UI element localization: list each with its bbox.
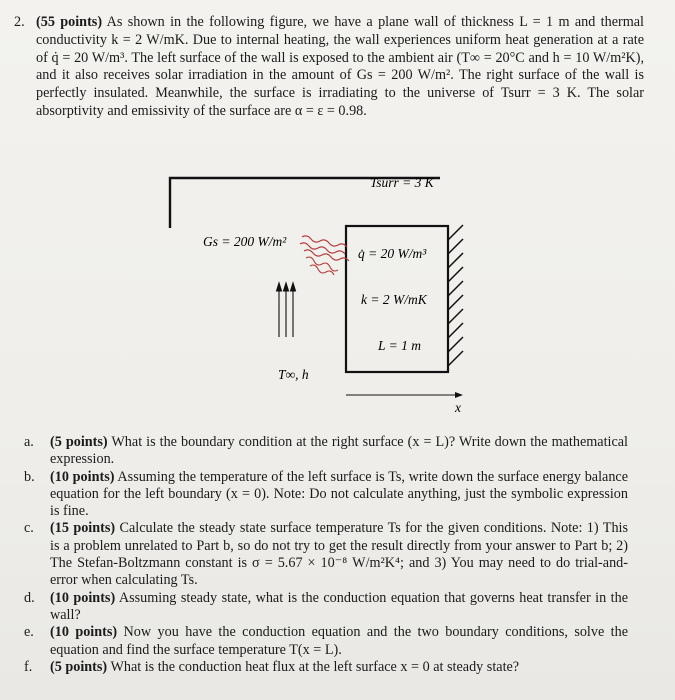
question-text: Assuming steady state, what is the conduction equation that governs heat transfer in the wall? (50, 589, 629, 623)
problem-line-4: ambient air (T∞ = 20°C and h = 10 W/m²K), and it also receives solar irradiation in the amount (36, 49, 645, 84)
question-points: (10 points) (50, 589, 116, 606)
problem-number: 2. (14, 14, 25, 30)
problem-line-1: As shown in the following figure, we have a plane wall of thickness L = 1 m and (106, 14, 596, 30)
question-text: Calculate the steady state surface temperature Ts for the given conditions. Note: 1) This is a problem unrelated to Part b, so do not try to get the result directly from your answer to Part b; 2) The Stefan-Boltzmann constant is σ = 5.67 × 10⁻⁸ W/m²K⁴; and 3) You may need to do trial-and-error when calculating Ts. (50, 520, 628, 589)
question-text: What is the conduction heat flux at the left surface x = 0 at steady state? (110, 658, 520, 675)
tsurr-label: Tsurr = 3 K (370, 175, 434, 190)
x-axis-label: x (455, 400, 461, 415)
tinf-label: T∞, h (278, 367, 309, 382)
question-text: What is the boundary condition at the right surface (x = L)? Write down the mathematical expression. (50, 434, 628, 468)
problem-line-6: is irradiating to the universe of Tsurr = 3 K. The solar absorptivity and emissivity of the (36, 85, 645, 119)
question-f (24, 659, 628, 676)
x-axis-arrowhead (455, 392, 463, 398)
question-points: (5 points) (50, 658, 108, 675)
question-text: Assuming the temperature of the left surface is Ts, write down the surface energy balance equation for the left boundary (x = 0). Note: Do not calculate anything, just the symbolic expression is fine. (50, 468, 629, 520)
question-c (24, 520, 628, 589)
question-a (24, 434, 628, 469)
solar-irradiation-arrows (300, 236, 349, 275)
question-b (24, 469, 628, 521)
problem-line-3: heat generation at a rate of q̇ = 20 W/m³. The left surface of the wall is exposed to the (36, 31, 645, 66)
question-e (24, 624, 628, 659)
question-label: c. (24, 520, 34, 537)
problem-line-2: thermal conductivity k = 2 W/mK. Due to internal heating, the wall experiences uniform (36, 14, 645, 48)
problem-line-7: surface are α = ε = 0.98. (229, 102, 367, 119)
question-label: b. (24, 468, 35, 485)
question-text: Now you have the conduction equation and the two boundary conditions, solve the equation and find the surface temperature T(x = L). (50, 624, 629, 658)
L-label: L = 1 m (378, 338, 421, 353)
sub-questions (24, 434, 628, 676)
ambient-air-arrows (277, 283, 296, 337)
question-d (24, 590, 628, 625)
question-label: f. (24, 658, 33, 675)
qdot-label: q̇ = 20 W/m³ (358, 246, 427, 261)
question-points: (15 points) (50, 520, 116, 537)
question-points: (10 points) (50, 624, 118, 641)
question-label: e. (24, 624, 34, 641)
question-label: d. (24, 589, 35, 606)
gs-label: Gs = 200 W/m² (203, 234, 287, 249)
problem-line-5: of Gs = 200 W/m². The right surface of the wall is perfectly insulated. Meanwhile, the surface (36, 67, 644, 102)
question-points: (5 points) (50, 434, 108, 450)
k-label: k = 2 W/mK (361, 292, 427, 307)
insulation-hatching (448, 225, 463, 366)
question-points: (10 points) (50, 468, 115, 485)
question-label: a. (24, 434, 34, 450)
problem-points: (55 points) (36, 14, 103, 30)
